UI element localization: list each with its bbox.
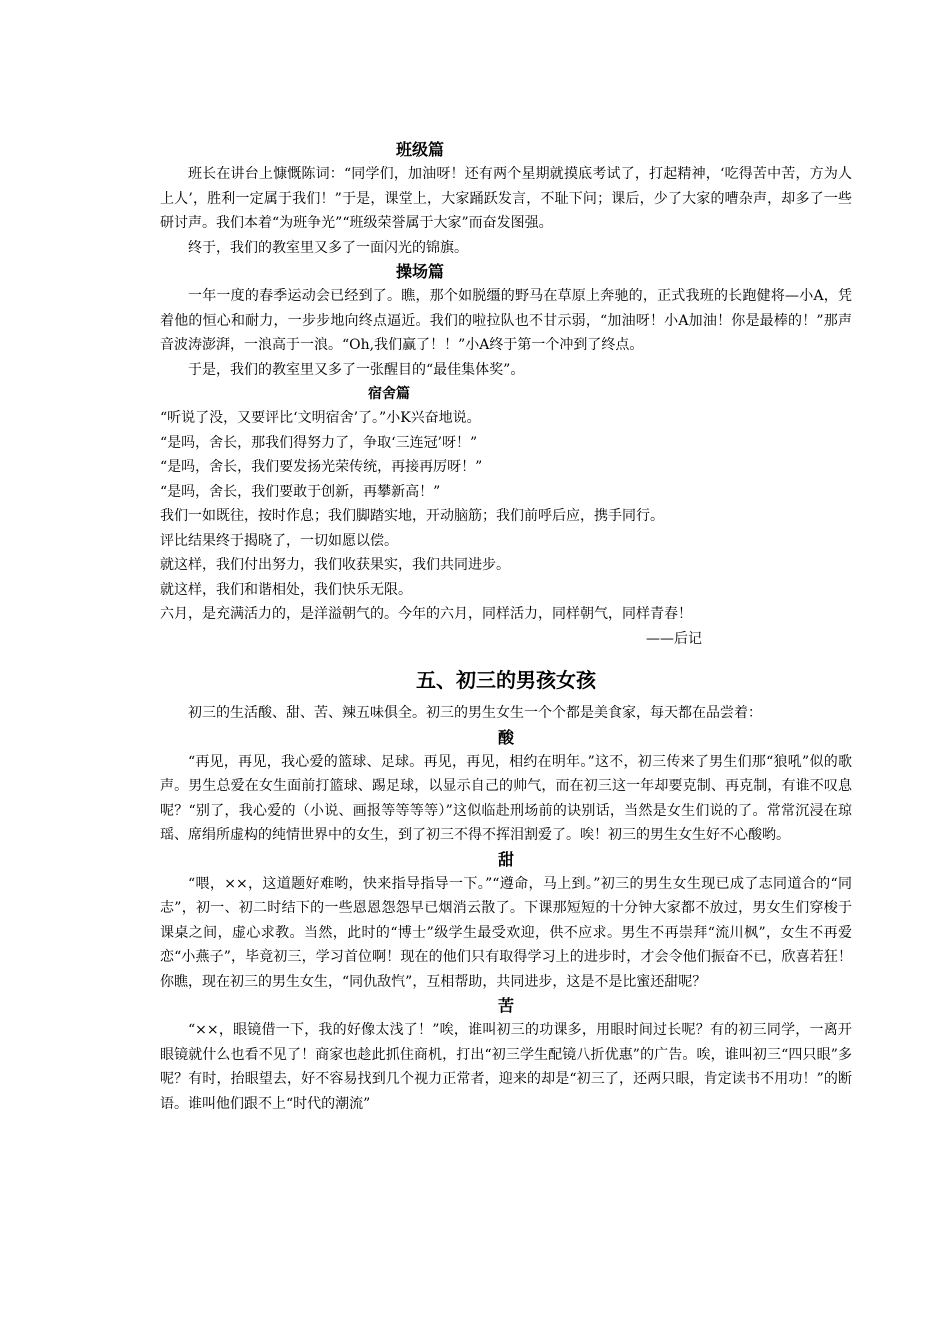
dorm-line-1: “听说了没，又要评比‘文明宿舍’了。”小K兴奋地说。 — [160, 410, 481, 426]
bitter-heading: 苦 — [497, 996, 514, 1015]
sour-paragraph: “再见，再见，我心爱的篮球、足球。再见，再见，相约在明年。”这不，初三传来了男生们那“狼吼”似的歌声。男生总爱在女生面前打篮球、踢足球，以显示自己的帅气，而在初三这一年却要克制、再克制，有谁不叹息呢？“别了，我心爱的（小说、画报等等等等）”这似临赴刑场前的诀别话，当然是女生们说的了。常常沉浸在琼瑶、席绢所虚构的纯情世界中的女生，到了初三不得不挥泪割爱了。唉！初三的男生女生好不心酸哟。 — [160, 753, 852, 843]
bitter-paragraph: “××，眼镜借一下，我的好像太浅了！”唉，谁叫初三的功课多，用眼时间过长呢？有的初三同学，一离开眼镜就什么也看不见了！商家也趁此抓住商机，打出“初三学生配镜八折优惠”的广告。唉，谁叫初三“四只眼”多呢？有时，抬眼望去，好不容易找到几个视力正常者，迎来的却是“初三了，还两只眼，肯定读书不用功！”的断语。谁叫他们跟不上“时代的潮流” — [160, 1022, 852, 1112]
document-body — [160, 138, 852, 1116]
chapter-title: 五、初三的男孩女孩 — [416, 668, 596, 692]
dorm-line-5: 我们一如既往，按时作息；我们脚踏实地，开动脑筋；我们前呼后应，携手同行。 — [160, 508, 664, 524]
playground-section-paragraph-2: 于是，我们的教室里又多了一张醒目的“最佳集体奖”。 — [188, 361, 525, 378]
playground-section-heading: 操场篇 — [396, 262, 445, 281]
dorm-section-heading: 宿舍篇 — [368, 386, 410, 402]
class-section-paragraph-1: 班长在讲台上慷慨陈词：“同学们，加油呀！还有两个星期就摸底考试了，打起精神，‘吃得苦中苦，方为人上人’，胜利一定属于我们！”于是，课堂上，大家踊跃发言，不耻下问；课后，少了大家的嘈杂声，却多了一些研讨声。我们本着“为班争光”“班级荣誉属于大家”而奋发图强。 — [160, 166, 852, 231]
sour-heading: 酸 — [497, 727, 514, 747]
chapter-intro: 初三的生活酸、甜、苦、辣五味俱全。初三的男生女生一个个都是美食家，每天都在品尝着： — [188, 705, 762, 721]
dorm-line-3: “是吗，舍长，我们要发扬光荣传统，再接再厉呀！” — [160, 459, 483, 475]
dorm-line-7: 就这样，我们付出努力，我们收获果实，我们共同进步。 — [160, 557, 510, 573]
class-section-paragraph-2: 终于，我们的教室里又多了一面闪光的锦旗。 — [188, 239, 468, 256]
afterword-signature: ——后记 — [646, 630, 702, 647]
dorm-line-4: “是吗，舍长，我们要敢于创新，再攀新高！” — [160, 483, 441, 500]
dorm-line-9: 六月，是充满活力的，是洋溢朝气的。今年的六月，同样活力，同样朝气，同样青春！ — [160, 606, 692, 622]
playground-section-paragraph-1: 一年一度的春季运动会已经到了。瞧，那个如脱缰的野马在草原上奔驰的，正式我班的长跑健将—小A，凭着他的恒心和耐力，一步步地向终点逼近。我们的啦拉队也不甘示弱，“加油呀！小A加油！你是最棒的！”那声音波涛澎湃，一浪高于一浪。“Oh,我们赢了！！”小A终于第一个冲到了终点。 — [160, 288, 852, 353]
sweet-paragraph: “喂，××，这道题好难哟，快来指导指导一下。”“遵命，马上到。”初三的男生女生现已成了志同道合的“同志”，初一、初二时结下的一些恩恩怨怨早已烟消云散了。下课那短短的十分钟大家都不放过，男女生们穿梭于课桌之间，虚心求教。当然，此时的“博士”级学生最受欢迎，供不应求。男生不再崇拜“流川枫”，女生不再爱恋“小燕子”，毕竟初三，学习首位啊！现在的他们只有取得学习上的进步时，才会令他们振奋不已，欣喜若狂！你瞧，现在初三的男生女生，“同仇敌忾”，互相帮助，共同进步，这是不是比蜜还甜呢？ — [160, 875, 852, 990]
dorm-line-8: 就这样，我们和谐相处，我们快乐无限。 — [160, 581, 412, 598]
sweet-heading: 甜 — [497, 849, 514, 869]
class-section-heading: 班级篇 — [396, 140, 445, 159]
dorm-line-2: “是吗，舍长，那我们得努力了，争取‘三连冠’呀！” — [160, 434, 478, 451]
dorm-line-6: 评比结果终于揭晓了，一切如愿以偿。 — [160, 532, 398, 549]
